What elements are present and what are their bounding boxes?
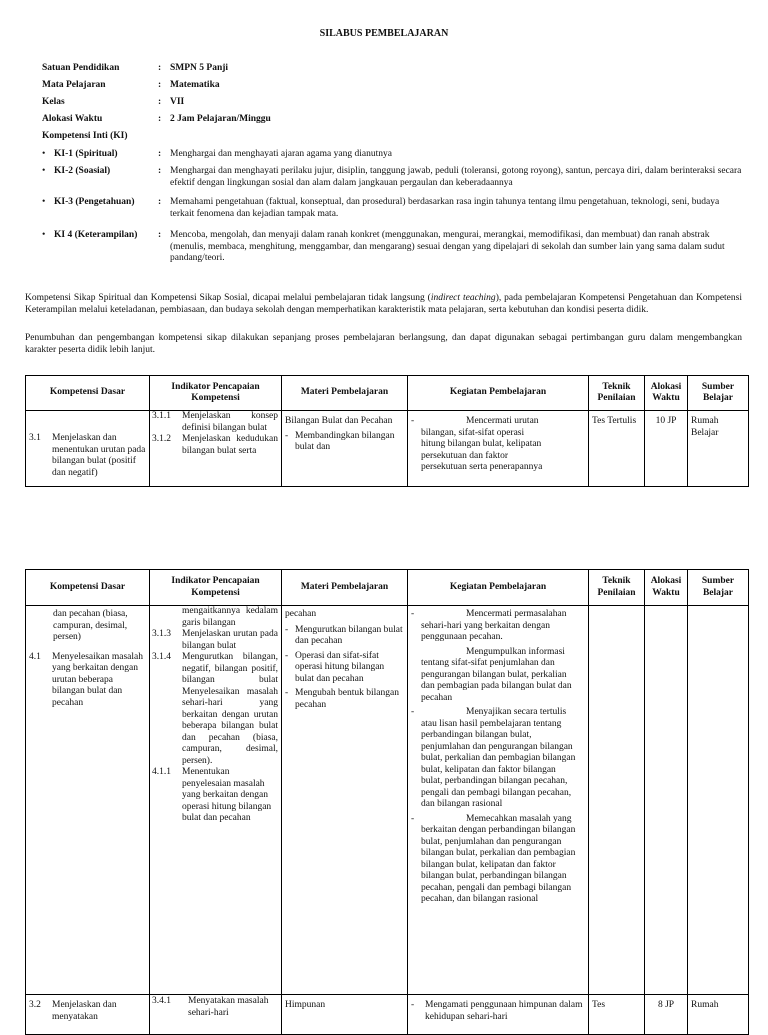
ki-label: KI 4 (Keterampilan) bbox=[54, 230, 138, 240]
materi-item: Operasi dan sifat-sifat operasi hitung bilangan bulat dan pecahan bbox=[295, 650, 385, 684]
header-kd: Kompetensi Dasar bbox=[26, 376, 150, 411]
cell-teknik bbox=[589, 995, 645, 1035]
ind-number: 4.1.1 bbox=[152, 767, 171, 777]
silabus-table-2 bbox=[25, 569, 749, 1035]
materi-item: Mengubah bentuk bilangan pecahan bbox=[295, 688, 399, 710]
colon: : bbox=[158, 63, 162, 73]
cell-teknik bbox=[589, 606, 645, 995]
kegiatan-text: Mengumpulkan informasi tentang sifat-sifat penjumlahan dan pengurangan bilangan bulat, perkalian dan pembagian pada bilangan bulat dan pecahan bbox=[421, 646, 572, 703]
header-alokasi: Alokasi Waktu bbox=[645, 570, 688, 606]
teknik-text: Tes Tertulis bbox=[592, 416, 637, 426]
ind-number: 3.1.1 bbox=[152, 411, 171, 421]
info-label: Satuan Pendidikan bbox=[42, 63, 120, 73]
paragraph-sikap bbox=[25, 293, 742, 316]
dash: - bbox=[411, 813, 415, 824]
cell-kd bbox=[26, 995, 150, 1035]
table-header-row bbox=[26, 376, 749, 411]
info-value: SMPN 5 Panji bbox=[170, 63, 229, 73]
colon: : bbox=[158, 149, 162, 159]
info-value: VII bbox=[170, 97, 185, 107]
kd-text: Menjelaskan dan menentukan urutan pada bilangan bulat (positif dan negatif) bbox=[52, 433, 146, 478]
cell-materi bbox=[282, 606, 408, 995]
cell-alokasi bbox=[645, 411, 688, 487]
alokasi-text: 10 JP bbox=[655, 416, 677, 426]
paragraph-penumbuhan: Penumbuhan dan pengembangan kompetensi sikap dilakukan sepanjang proses pembelajaran berlangsung, dan dapat digunakan sebagai pertimbangan guru dalam mengembangkan karakter peserta didik lebih lanjut. bbox=[25, 333, 742, 355]
sumber-text: Rumah bbox=[691, 1000, 719, 1010]
colon: : bbox=[158, 114, 162, 124]
kd-continued: dan pecahan (biasa, campuran, desimal, persen) bbox=[53, 609, 128, 642]
bullet: • bbox=[42, 166, 46, 176]
header-materi: Materi Pembelajaran bbox=[282, 376, 408, 411]
kegiatan-text: Mencermati permasalahan sehari-hari yang berkaitan dengan penggunaan pecahan. bbox=[421, 609, 567, 642]
header-kegiatan: Kegiatan Pembelajaran bbox=[408, 376, 589, 411]
dash: - bbox=[285, 650, 289, 661]
kd-number: 4.1 bbox=[29, 651, 41, 662]
header-materi: Materi Pembelajaran bbox=[282, 570, 408, 606]
ind-text: Menentukan penyelesaian masalah yang berkaitan dengan operasi hitung bilangan bulat dan pecahan bbox=[182, 767, 272, 823]
colon: : bbox=[158, 166, 162, 176]
cell-sumber bbox=[688, 606, 749, 995]
teknik-text: Tes bbox=[592, 1000, 606, 1010]
kegiatan-text: Mencermati urutan bilangan, sifat-sifat operasi hitung bilangan bulat, kelipatan persekutuan dan faktor persekutuan serta penerapannya bbox=[421, 416, 543, 472]
silabus-table-1 bbox=[25, 375, 749, 487]
materi-title: Bilangan Bulat dan Pecahan bbox=[285, 416, 393, 426]
colon: : bbox=[158, 80, 162, 90]
ki-text: Mencoba, mengolah, dan menyaji dalam ranah konkret (menggunakan, mengurai, merangkai, memodifikasi, dan membuat) dan ranah abstrak (menulis, membaca, menghitung, menggambar, dan mengarang) sesuai dengan yang dipelajari di sekolah dan sumber lain yang sama dalam sudut pandang/teori. bbox=[170, 230, 725, 263]
cell-teknik bbox=[589, 411, 645, 487]
cell-kegiatan bbox=[408, 411, 589, 487]
info-value: Matematika bbox=[170, 80, 220, 90]
ki-text: Memahami pengetahuan (faktual, konseptual, dan prosedural) berdasarkan rasa ingin tahunya tentang ilmu pengetahuan, teknologi, seni, budaya terkait fenomena dan kejadian tampak mata. bbox=[170, 197, 720, 219]
materi-item: Membandingkan bilangan bulat dan bbox=[295, 430, 395, 452]
cell-alokasi bbox=[645, 995, 688, 1035]
dash: - bbox=[411, 1000, 415, 1010]
header-alokasi: Alokasi Waktu bbox=[645, 376, 688, 411]
ind-number: 3.1.2 bbox=[152, 434, 171, 444]
alokasi-text: 8 JP bbox=[657, 1000, 675, 1010]
para-italic: indirect teaching bbox=[430, 293, 496, 303]
cell-indikator bbox=[150, 411, 282, 487]
ind-text: Menyatakan masalah sehari-hari bbox=[188, 996, 269, 1018]
header-sumber: Sumber Belajar bbox=[688, 376, 749, 411]
ki-label: KI-2 (Soasial) bbox=[54, 166, 111, 176]
header-indikator: Indikator Pencapaian Kompetensi bbox=[150, 570, 282, 606]
table-row bbox=[26, 411, 749, 487]
ind-text: Menjelaskan urutan pada bilangan bulat bbox=[182, 629, 278, 651]
cell-indikator bbox=[150, 995, 282, 1035]
kd-number: 3.1 bbox=[29, 433, 41, 443]
dash: - bbox=[285, 688, 289, 698]
info-label: Kompetensi Inti (KI) bbox=[42, 131, 128, 141]
table-row bbox=[26, 995, 749, 1035]
ind-text: Menjelaskan kedudukan bilangan bulat serta bbox=[182, 434, 278, 456]
ind-number: 3.4.1 bbox=[152, 996, 171, 1006]
cell-kd bbox=[26, 606, 150, 995]
materi-title: Himpunan bbox=[285, 1000, 326, 1010]
ki-text: Menghargai dan menghayati ajaran agama yang dianutnya bbox=[170, 149, 392, 159]
ind-text: Menjelaskan konsep definisi bilangan bulat bbox=[182, 411, 278, 433]
ki-text: Menghargai dan menghayati perilaku jujur, disiplin, tanggung jawab, peduli (toleransi, gotong royong), santun, percaya diri, dalam berinteraksi secara efektif dengan lingkungan sosial dan alam dalam jangkauan pergaulan dan keberadaannya bbox=[170, 166, 742, 188]
materi-item: Mengurutkan bilangan bulat dan pecahan bbox=[295, 624, 403, 646]
info-value: 2 Jam Pelajaran/Minggu bbox=[170, 114, 271, 124]
materi-continued: pecahan bbox=[285, 609, 317, 619]
table-row bbox=[26, 606, 749, 995]
bullet: • bbox=[42, 149, 46, 159]
ind-continued: mengaitkannya kedalam garis bilangan bbox=[182, 606, 278, 628]
dash: - bbox=[285, 624, 289, 635]
kd-text: Menyelesaikan masalah yang berkaitan dengan urutan beberapa bilangan bulat dan pecahan bbox=[52, 651, 144, 708]
ind-number: 3.1.3 bbox=[152, 629, 171, 639]
dash: - bbox=[411, 609, 415, 619]
dash: - bbox=[285, 430, 289, 441]
ki-label: KI-1 (Spiritual) bbox=[54, 149, 118, 159]
kd-number: 3.2 bbox=[29, 1000, 41, 1010]
cell-sumber bbox=[688, 995, 749, 1035]
kegiatan-text: Memecahkan masalah yang berkaitan dengan perbandingan bilangan bulat, penjumlahan dan pengurangan bilangan bulat, perkalian dan pembagian bilangan bulat, kelipatan dan faktor bilangan bulat, perbandingan bilangan pecahan, pengali dan pembagi bilangan pecahan, dan bilangan rasional bbox=[421, 813, 576, 904]
header-kegiatan: Kegiatan Pembelajaran bbox=[408, 570, 589, 606]
header-sumber: Sumber Belajar bbox=[688, 570, 749, 606]
header-teknik: Teknik Penilaian bbox=[589, 376, 645, 411]
info-label: Alokasi Waktu bbox=[42, 114, 103, 124]
table-header-row bbox=[26, 570, 749, 606]
header-kd: Kompetensi Dasar bbox=[26, 570, 150, 606]
cell-kd bbox=[26, 411, 150, 487]
kd-text: Menjelaskan dan menyatakan bbox=[52, 1000, 117, 1022]
dash: - bbox=[411, 707, 415, 717]
page-title: SILABUS PEMBELAJARAN bbox=[319, 28, 449, 39]
sumber-text: Rumah Belajar bbox=[691, 416, 719, 438]
dash: - bbox=[411, 416, 415, 426]
kegiatan-text: Mengamati penggunaan himpunan dalam kehidupan sehari-hari bbox=[425, 1000, 583, 1022]
kegiatan-text: Menyajikan secara tertulis atau lisan hasil pembelajaran tentang perbandingan bilangan bulat, penjumlahan dan pengurangan bilangan bulat, perkalian dan pembagian bilangan bulat, kelipatan dan faktor bilangan bulat, perbandingan bilangan pecahan, pengali dan pembagi bilangan pecahan, dan bilangan rasional bbox=[421, 707, 576, 809]
header-indikator: Indikator Pencapaian Kompetensi bbox=[150, 376, 282, 411]
cell-kegiatan bbox=[408, 995, 589, 1035]
bullet: • bbox=[42, 197, 46, 207]
cell-sumber bbox=[688, 411, 749, 487]
ind-text: Mengurutkan bilangan, negatif, bilangan positif, bilangan bulat Menyelesaikan masalah sehari-hari yang berkaitan dengan urutan beberapa bilangan bulat dan pecahan (biasa, campuran, desimal, persen). bbox=[182, 652, 278, 766]
colon: : bbox=[158, 197, 162, 207]
colon: : bbox=[158, 230, 162, 240]
cell-materi bbox=[282, 995, 408, 1035]
ind-number: 3.1.4 bbox=[152, 652, 171, 662]
ki-label: KI-3 (Pengetahuan) bbox=[54, 197, 135, 207]
cell-indikator bbox=[150, 606, 282, 995]
info-label: Mata Pelajaran bbox=[42, 80, 106, 90]
cell-kegiatan bbox=[408, 606, 589, 995]
header-teknik: Teknik Penilaian bbox=[589, 570, 645, 606]
cell-alokasi bbox=[645, 606, 688, 995]
para-text: ), pada pembelajaran Kompetensi Pengetahuan dan Kompetensi Keterampilan melalui keteladanan, pembiasaan, dan budaya sekolah dengan memperhatikan karakteristik mata pelajaran, serta kebutuhan dan kondisi peserta didik. bbox=[25, 293, 742, 315]
bullet: • bbox=[42, 230, 46, 240]
para-text: Kompetensi Sikap Spiritual dan Kompetensi Sikap Sosial, dicapai melalui pembelajaran tidak langsung ( bbox=[25, 293, 431, 303]
info-label: Kelas bbox=[42, 97, 65, 107]
cell-materi bbox=[282, 411, 408, 487]
colon: : bbox=[158, 97, 162, 107]
